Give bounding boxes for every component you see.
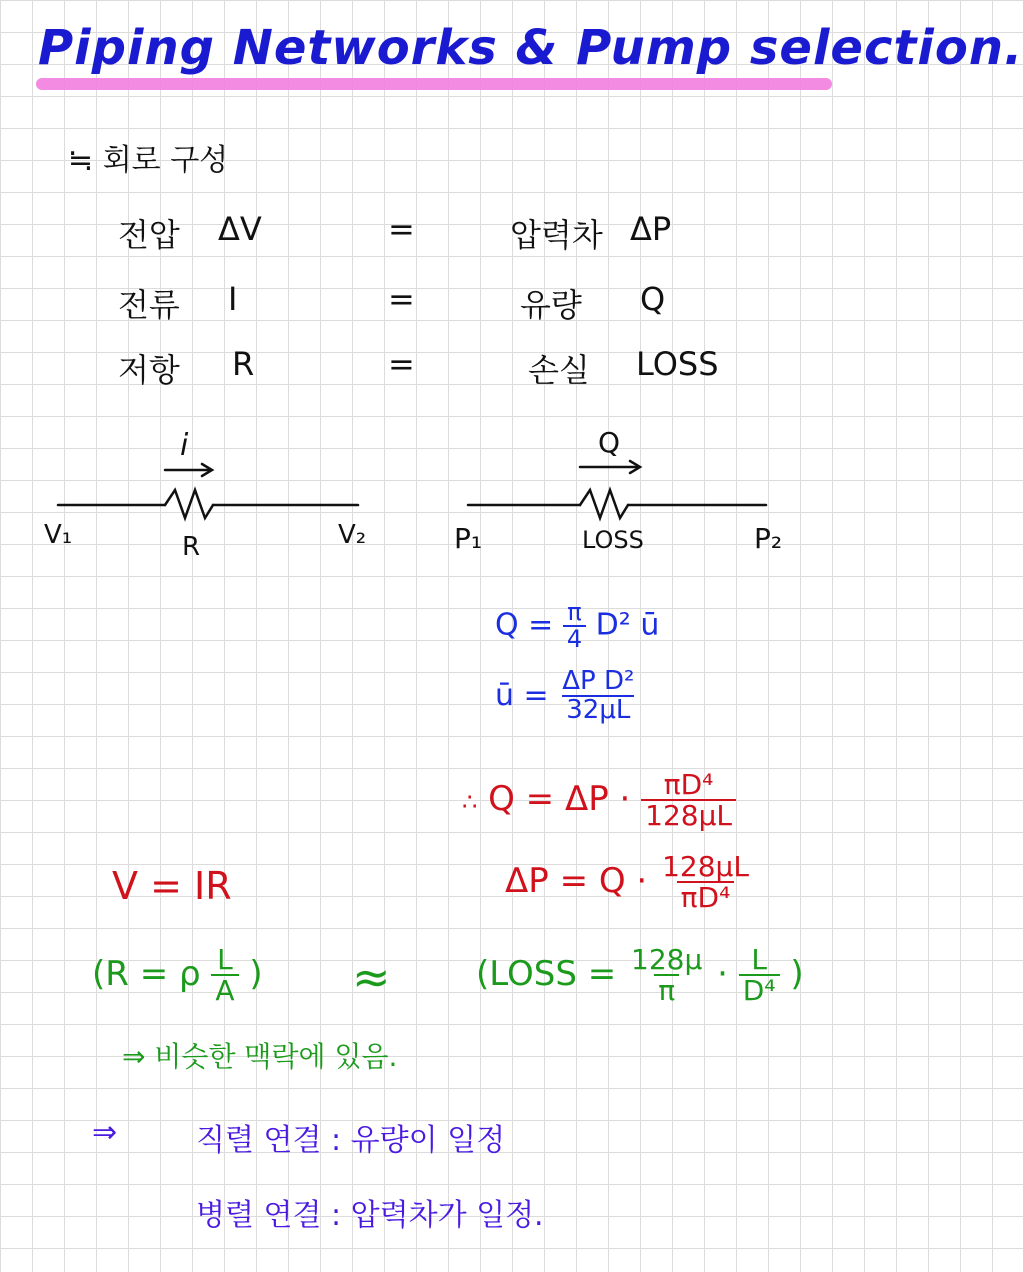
u-lhs: ū = [495, 677, 549, 713]
fluid-sym-0: ΔP [630, 210, 672, 248]
mean-velocity-equation [495, 668, 638, 725]
fluid-sym-2: LOSS [636, 345, 719, 383]
fluid-kr-2: 손실 [528, 351, 590, 389]
l-over-a [211, 945, 238, 1006]
fluid-circuit [468, 461, 766, 518]
elec-sym-0: ΔV [218, 210, 262, 248]
frac-den: 4 [563, 625, 586, 652]
resistor-zigzag [165, 490, 213, 518]
flow-rate-equation [495, 600, 659, 652]
loss-zigzag [580, 490, 628, 518]
r-close: ) [249, 953, 263, 994]
dot: · [717, 953, 728, 994]
q-rest: D² ū [595, 607, 660, 643]
frac-den: 32μL [562, 695, 634, 724]
flow-label: Q [598, 426, 621, 459]
q-from-dp-equation [462, 770, 736, 831]
frac-den: πD⁴ [677, 881, 735, 912]
elec-kr-2: 저항 [118, 351, 180, 389]
fluid-kr-1: 유량 [520, 286, 582, 324]
frac-den: D⁴ [739, 974, 780, 1005]
elec-sym-1: I [228, 280, 238, 318]
current-label: i [180, 428, 189, 463]
resistance-formula [92, 945, 263, 1006]
q-fraction [641, 770, 736, 831]
q-lhs: Q = [495, 607, 554, 643]
loss-formula [476, 945, 804, 1006]
elec-kr-1: 전류 [118, 286, 180, 324]
notes-arrow: ⇒ [92, 1115, 118, 1150]
ohm-law: V = IR [112, 864, 232, 908]
r-open: (R = ρ [92, 953, 201, 994]
therefore: ∴ [462, 787, 478, 816]
parallel-note: 병렬 연결 : 압력차가 일정. [196, 1198, 544, 1233]
series-note: 직렬 연결 : 유량이 일정 [196, 1123, 506, 1158]
approx-symbol: ≈ [352, 950, 391, 1004]
loss-close: ) [790, 953, 804, 994]
resistor-label: R [182, 532, 201, 562]
loss-label: LOSS [582, 526, 644, 554]
intro-heading: ≒ 회로 구성 [68, 143, 229, 178]
v1-label: V₁ [44, 520, 73, 550]
frac-num: L [751, 943, 767, 976]
dp-from-q-equation [505, 852, 753, 913]
eq-2: = [388, 345, 415, 383]
p-lhs: ΔP = Q · [505, 860, 648, 901]
elec-kr-0: 전압 [118, 216, 180, 254]
q-lhs: Q = ΔP · [488, 778, 631, 819]
mu-over-pi [627, 945, 706, 1006]
frac-num: L [217, 943, 233, 976]
frac-num: π [567, 598, 582, 626]
p1-label: P₁ [454, 522, 483, 555]
frac-den: A [211, 974, 238, 1005]
eq-1: = [388, 280, 415, 318]
page-title: Piping Networks & Pump selection. [38, 20, 1023, 76]
loss-open: (LOSS = [476, 953, 617, 994]
l-over-d4 [739, 945, 780, 1006]
v2-label: V₂ [338, 520, 367, 550]
electric-circuit [58, 464, 358, 518]
u-fraction [558, 668, 638, 725]
eq-0: = [388, 210, 415, 248]
frac-num: ΔP D² [562, 666, 635, 696]
frac-num: 128μL [662, 850, 749, 883]
p2-label: P₂ [754, 522, 783, 555]
frac-num: πD⁴ [663, 768, 714, 801]
similarity-note: ⇒ 비슷한 맥락에 있음. [122, 1040, 398, 1073]
p-fraction [658, 852, 753, 913]
frac-den: 128μL [641, 799, 736, 830]
fluid-kr-0: 압력차 [510, 216, 603, 254]
fluid-sym-1: Q [640, 280, 666, 318]
pi-over-4 [563, 600, 586, 652]
elec-sym-2: R [232, 345, 255, 383]
frac-den: π [654, 974, 679, 1005]
frac-num: 128μ [631, 943, 703, 976]
